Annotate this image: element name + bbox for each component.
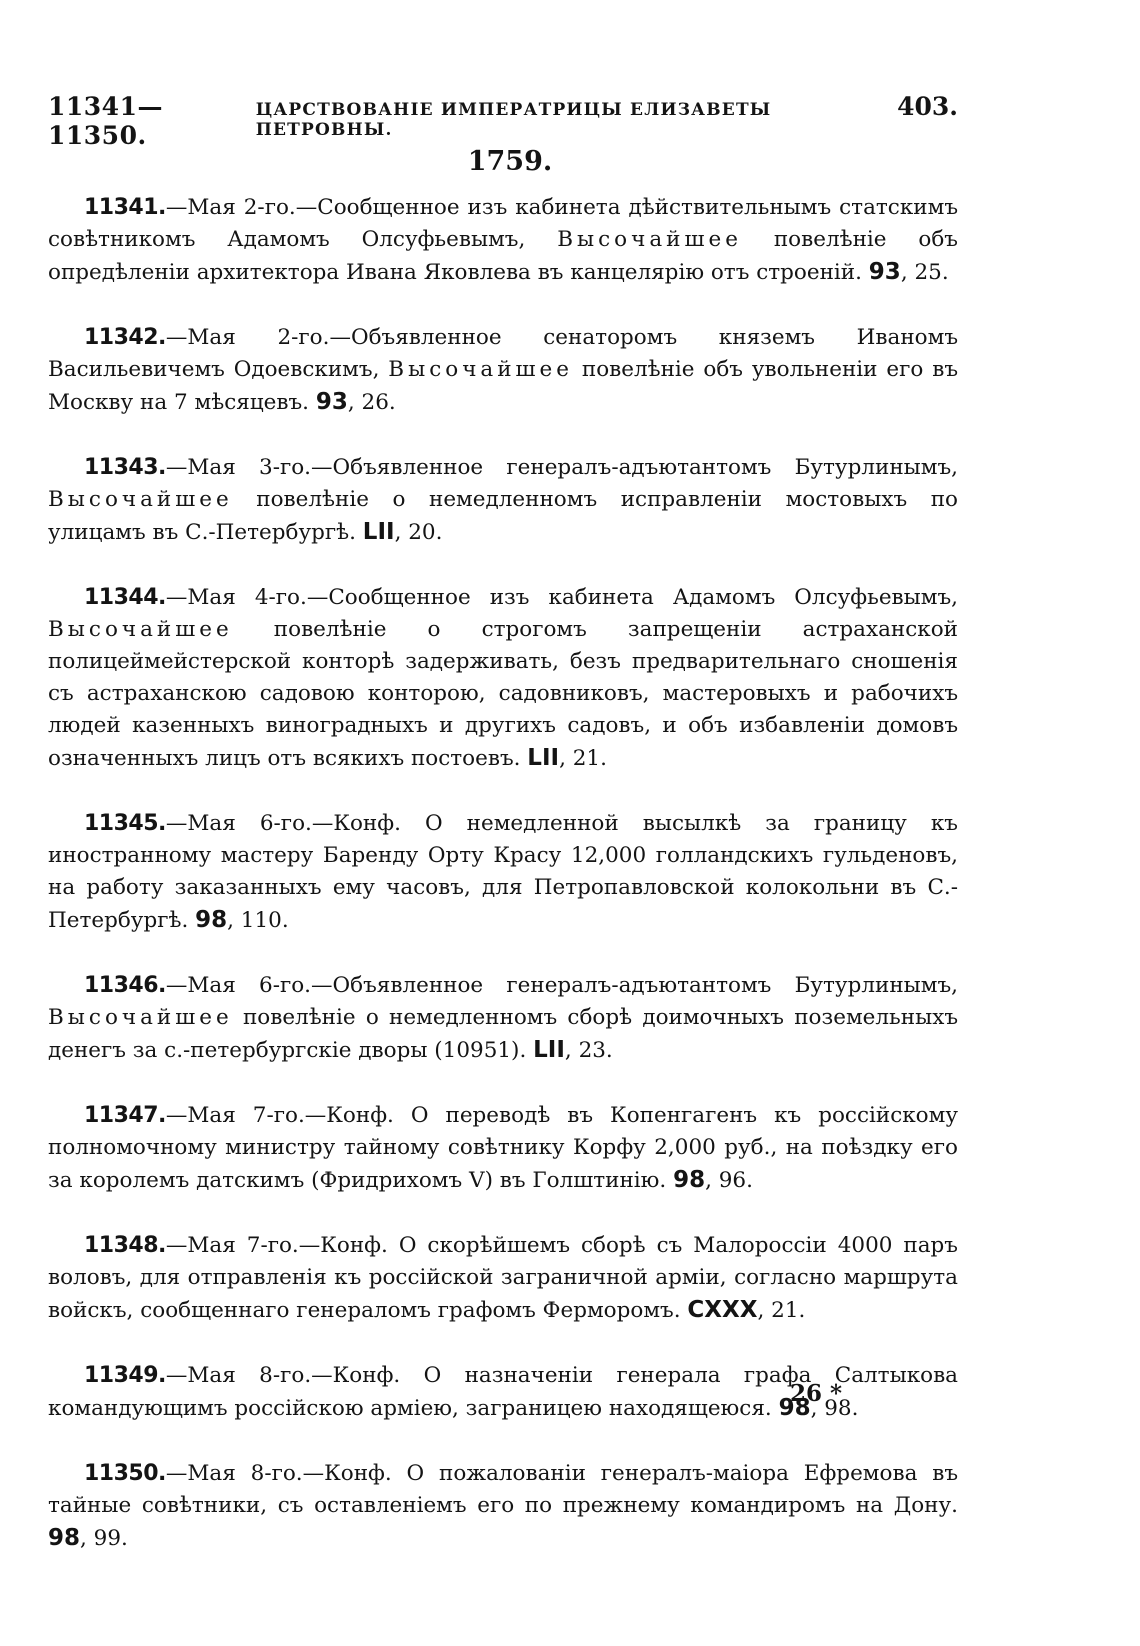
volume-reference: 93 (868, 259, 901, 285)
entry-date: —Мая 2-го.— (165, 195, 318, 220)
volume-reference: 98 (48, 1525, 81, 1551)
entry-date: —Мая 7-го.— (165, 1233, 321, 1258)
volume-reference: 98 (195, 907, 228, 933)
entry-text-continued: повелѣніе объ увольненіи его въ Москву на 7 мѣсяцевъ. (48, 357, 958, 415)
entry (48, 808, 958, 937)
volume-reference: LII (533, 1037, 565, 1063)
entry (48, 1458, 958, 1555)
entry-text-continued: повелѣніе объ опредѣленіи архитектора Ивана Яковлева въ канцелярію отъ строеній. (48, 227, 958, 285)
entry-text: Объявленное генералъ-адъютантомъ Бутурлинымъ, (332, 455, 959, 480)
volume-reference: LII (527, 745, 560, 771)
entry-date: —Мая 7-го.— (165, 1103, 327, 1128)
entry-emphasis: Высочайшее (48, 617, 233, 642)
entry-number: 11345. (84, 811, 166, 836)
volume-reference: 98 (778, 1395, 811, 1421)
entry (48, 970, 958, 1067)
entry-text: Конф. О скорѣйшемъ сборѣ съ Малороссіи 4000 паръ воловъ, для отправленія къ россійской заграничной арміи, согласно маршрута войскъ, сообщеннаго генераломъ графомъ Ферморомъ. (48, 1233, 958, 1323)
entry-number: 11341. (84, 195, 166, 220)
entry-emphasis: Высочайшее (388, 357, 573, 382)
entry-text-continued: повелѣніе о немедленномъ сборѣ доимочныхъ поземельныхъ денегъ за с.-петербургскіе дворы (10951). (48, 1005, 958, 1063)
entry-date: —Мая 4-го.— (165, 585, 329, 610)
entry-number: 11344. (84, 585, 166, 610)
entry-number: 11348. (84, 1233, 166, 1258)
page-reference: , 21. (559, 746, 607, 771)
page-reference: , 99. (80, 1526, 128, 1551)
entries-list (48, 192, 958, 1588)
entry-text: Сообщенное изъ кабинета Адамомъ Олсуфьевымъ, (328, 585, 958, 610)
page-reference: , 110. (227, 908, 289, 933)
volume-reference: 93 (315, 389, 348, 415)
entry (48, 1230, 958, 1327)
entry-number: 11350. (84, 1461, 166, 1486)
entry (48, 322, 958, 419)
year-heading: 1759. (467, 146, 553, 177)
entry-emphasis: Высочайшее (48, 1005, 233, 1030)
entry-text: Объявленное сенаторомъ княземъ Иваномъ Васильевичемъ Одоевскимъ, (48, 325, 958, 382)
entry (48, 192, 958, 289)
entry-text: Конф. О пожалованіи генералъ-маіора Ефремова въ тайные совѣтники, съ оставленіемъ его по прежнему командиромъ на Дону. (48, 1461, 959, 1518)
entry-date: —Мая 6-го.— (165, 973, 333, 998)
entry-number: 11349. (84, 1363, 166, 1388)
volume-reference: LII (362, 519, 395, 545)
page-reference: , 20. (394, 520, 443, 545)
entry-date: —Мая 6-го.— (165, 811, 334, 836)
volume-reference: CXXX (687, 1297, 758, 1323)
entry-text: Конф. О немедленной высылкѣ за границу къ иностранному мастеру Баренду Орту Красу 12,000 голландскихъ гульденовъ, на работу заказанныхъ ему часовъ, для Петропавловской колокольни въ С.-Петербургѣ. (48, 811, 958, 933)
entry-text: Сообщенное изъ кабинета дѣйствительнымъ статскимъ совѣтникомъ Адамомъ Олсуфьевымъ, (48, 195, 959, 252)
page-reference: , 26. (347, 390, 396, 415)
entry-emphasis: Высочайшее (48, 487, 233, 512)
running-header (48, 92, 958, 150)
page-reference: , 23. (564, 1038, 613, 1063)
entry-number: 11343. (84, 455, 166, 480)
entry-number: 11347. (84, 1103, 166, 1128)
entry-text-continued: повелѣніе о немедленномъ исправленіи мостовыхъ по улицамъ въ С.-Петербургѣ. (48, 487, 958, 545)
entry-date: —Мая 2-го.— (165, 325, 351, 350)
entry (48, 1100, 958, 1197)
entry-text: Объявленное генералъ-адъютантомъ Бутурлинымъ, (332, 973, 959, 998)
volume-reference: 98 (673, 1167, 706, 1193)
entry-number: 11346. (84, 973, 166, 998)
entry-number: 11342. (84, 325, 166, 350)
entry (48, 452, 958, 549)
entry-date: —Мая 8-го.— (165, 1363, 333, 1388)
running-title: ЦАРСТВОВАНІЕ ИМПЕРАТРИЦЫ ЕЛИЗАВЕТЫ ПЕТРОВНЫ. (255, 100, 772, 140)
entry-emphasis: Высочайшее (557, 227, 742, 252)
entry-date: —Мая 8-го.— (165, 1461, 325, 1486)
entry-text: Конф. О назначеніи генерала графа Салтыкова командующимъ россійскою арміею, заграницею находящеюся. (48, 1363, 958, 1421)
signature-mark: 26 * (790, 1380, 843, 1407)
page-number: 403. (897, 92, 958, 121)
page-reference: , 21. (757, 1298, 806, 1323)
page-reference: , 25. (900, 260, 949, 285)
entry-text: Конф. О переводѣ въ Копенгагенъ къ россійскому полномочному министру тайному совѣтнику Корфу 2,000 руб., на поѣздку его за королемъ датскимъ (Фридрихомъ V) въ Голштинію. (48, 1103, 958, 1193)
entry-range: 11341—11350. (48, 92, 163, 150)
entry (48, 582, 958, 775)
entry-date: —Мая 3-го.— (165, 455, 333, 480)
page-reference: , 98. (810, 1396, 859, 1421)
page-reference: , 96. (705, 1168, 753, 1193)
entry-text-continued: повелѣніе о строгомъ запрещеніи астраханской полицеймейстерской конторѣ задерживать, безъ предварительнаго сношенія съ астраханскою садовою конторою, садовниковъ, мастеровыхъ и рабочихъ людей казенныхъ виноградныхъ и другихъ садовъ, и объ избавленіи домовъ означенныхъ лицъ отъ всякихъ постоевъ. (48, 617, 958, 771)
